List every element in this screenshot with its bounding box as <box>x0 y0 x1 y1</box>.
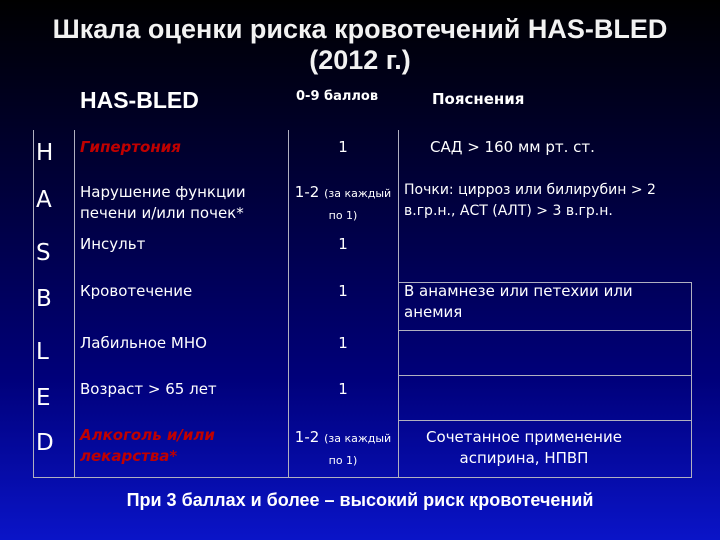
title-line-2: (2012 г.) <box>309 45 411 75</box>
row-explanation: В анамнезе или петехии или анемия <box>404 282 633 321</box>
row-letter: E <box>36 385 51 411</box>
row-criterion: Алкоголь и/или лекарства* <box>80 426 215 465</box>
row-points: 1 <box>338 282 348 300</box>
row-points: 1 <box>338 138 348 156</box>
title-line-1: Шкала оценки риска кровотечений HAS-BLED <box>52 14 668 44</box>
table-border <box>33 130 34 478</box>
header-points: 0-9 баллов <box>296 89 379 104</box>
table-border <box>398 375 692 376</box>
table-border <box>398 420 692 421</box>
table-border <box>398 330 692 331</box>
row-explanation: Сочетанное применение аспирина, НПВП <box>426 428 622 467</box>
footer-note: При 3 баллах и более – высокий риск кровотечений <box>126 490 594 510</box>
table-border <box>691 282 692 478</box>
row-letter: H <box>36 140 54 166</box>
row-criterion: Кровотечение <box>80 282 193 300</box>
table-border <box>74 130 75 478</box>
row-explanation: САД > 160 мм рт. ст. <box>430 138 595 156</box>
row-criterion: Гипертония <box>80 138 181 156</box>
row-points: 1-2 (за каждый по 1) <box>294 428 392 467</box>
row-letter: A <box>36 187 52 213</box>
row-letter: S <box>36 240 51 266</box>
row-letter: D <box>36 430 54 456</box>
table-border <box>398 130 399 478</box>
row-points: 1 <box>338 380 348 398</box>
row-criterion: Лабильное МНО <box>80 334 207 352</box>
row-letter: L <box>36 339 49 365</box>
row-criterion: Нарушение функции печени и/или почек* <box>80 183 246 222</box>
table-border <box>33 477 692 478</box>
slide-title <box>0 14 720 76</box>
row-criterion: Инсульт <box>80 235 146 253</box>
row-points: 1-2 (за каждый по 1) <box>294 183 392 222</box>
row-points: 1 <box>338 334 348 352</box>
row-explanation: Почки: цирроз или билирубин > 2 в.гр.н., АСТ (АЛТ) > 3 в.гр.н. <box>404 182 656 219</box>
row-letter: B <box>36 286 52 312</box>
row-criterion: Возраст > 65 лет <box>80 380 217 398</box>
header-explanation: Пояснения <box>432 90 525 108</box>
header-scale-name: HAS-BLED <box>80 87 199 113</box>
row-points: 1 <box>338 235 348 253</box>
